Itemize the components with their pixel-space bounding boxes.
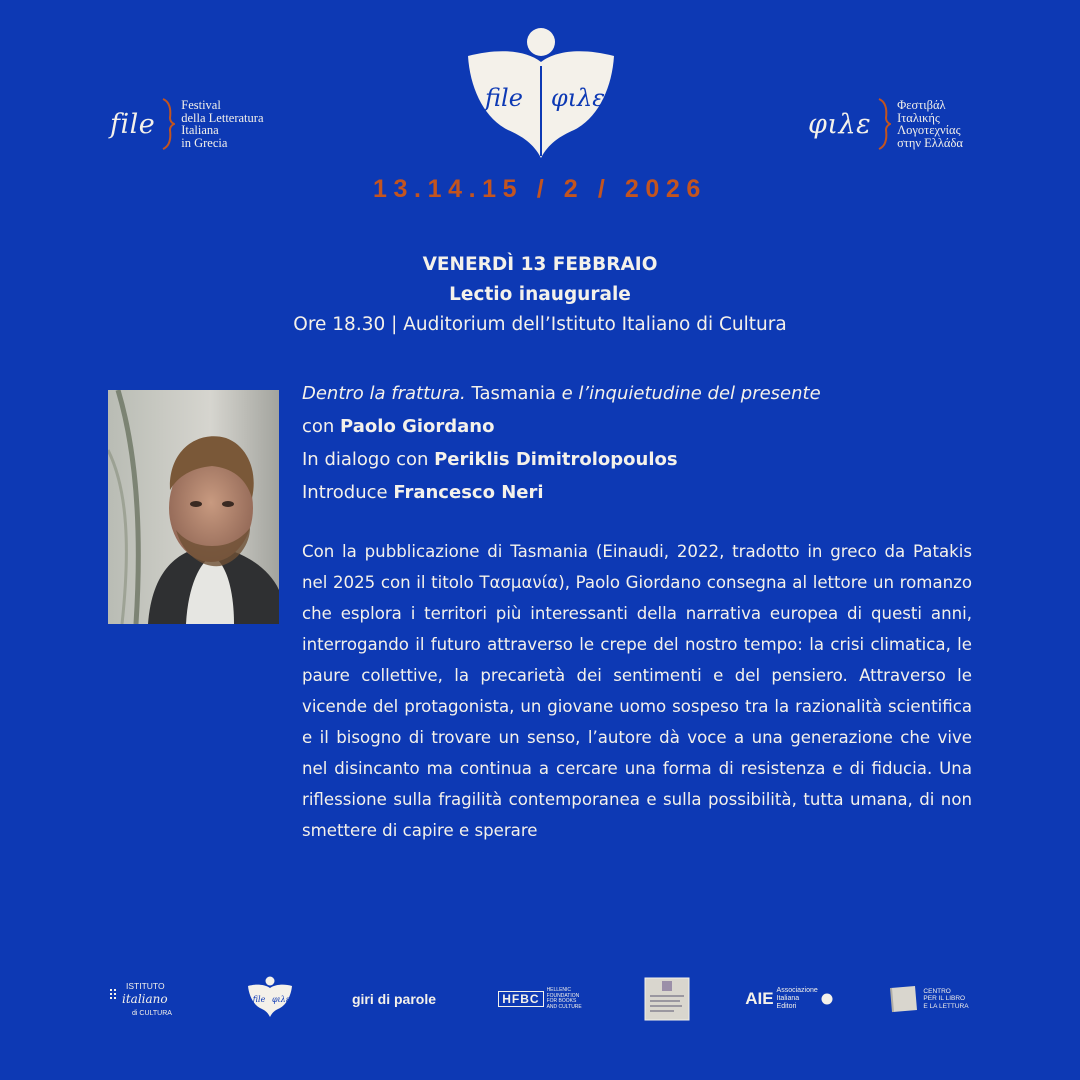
title-book: Tasmania [465,383,562,404]
orange-brace-icon [877,98,891,150]
small-file-greek: φιλε [271,995,291,1004]
hfbc-acronym: HFBC [498,991,543,1007]
hfbc-line: FOUNDATION [546,992,580,999]
logo-line: Ιταλικής [897,110,940,125]
sponsor-iic-logo [108,975,190,1023]
description-part-2: ), Paolo Giordano consegna al lettore un romanzo che esplora i territori più interessanti della narrativa europea di questi anni, interrogando il futuro attraverso le crepe del nostro tempo: la crisi climatica, le paure collettive, la precarietà dei sentimenti e del pensiero. Attraverso le vicende del protagonista, un giovane uomo sospeso tra la razionalità scientifica e il bisogno di trovare un senso, l’autore dà voce a una generazione che vive nel disincanto ma continua a cercare una forma di resistenza e di fiducia. Una riflessione sulla fragilità contemporanea e sulla possibilità, tutta umana, di non smettere di capire e sperare [302,573,972,840]
aie-line: Editori [776,1003,797,1010]
intro-line [302,483,544,503]
logo-line: Italiana [181,123,219,137]
festival-logo-greek [808,98,963,150]
center-logo-latin: file [485,84,523,112]
sponsor-hfbc-logo [496,975,584,1023]
cepell-line: E LA LETTURA [923,1002,969,1010]
festival-logo-italian [110,98,264,150]
file-wordmark: file [110,108,156,140]
logo-line: στην Ελλάδα [897,135,963,150]
iic-line-2: italiano [122,992,168,1006]
phile-wordmark: φιλε [808,108,872,140]
iic-line-1: ISTITUTO [126,981,165,991]
hfbc-line: HELLENIC [546,987,572,993]
event-time-place: Ore 18.30 | Auditorium dell’Istituto Italiano di Cultura [293,314,787,335]
event-description [302,536,972,846]
speaker-label: con [302,416,341,437]
orange-brace-icon [161,98,175,150]
dialog-line [302,450,678,470]
sponsor-ministry-seal [644,975,690,1023]
logo-line: Λογοτεχνίας [897,123,961,137]
giri-di-parole-text: giri di parole [351,991,436,1007]
cepell-book-icon [889,984,919,1014]
description-part-1: Con la pubblicazione di Tasmania (Einaudi, 2022, tradotto in greco da Patakis nel 2025 con il titolo [302,542,972,592]
file-book-logo [462,26,618,160]
festival-dates: 13.14.15 / 2 / 2026 [373,175,707,203]
dialog-name: Periklis Dimitrolopoulos [434,449,678,470]
festival-name-italian [181,99,263,149]
author-photo [108,390,279,624]
festival-name-greek [897,99,963,149]
iic-line-3: di CULTURA [132,1010,172,1017]
hfbc-line: FOR BOOKS [546,998,577,1004]
logo-line: Φεστιβάλ [897,98,946,112]
event-day: VENERDÌ 13 FEBBRAIO [422,254,658,275]
dialog-label: In dialogo con [302,449,435,470]
aie-badge-icon [821,993,833,1005]
aie-line: Italiana [776,995,800,1002]
center-logo-greek: φιλε [550,84,606,112]
lecture-title [302,384,821,404]
speaker-name: Paolo Giordano [340,416,495,437]
sponsor-giri-di-parole [346,975,442,1023]
small-file-latin: file [252,995,266,1004]
cepell-line: PER IL LIBRO [923,995,966,1003]
speaker-line [302,417,494,437]
logo-line: Festival [181,98,221,112]
sponsor-file-logo [246,975,294,1023]
intro-name: Francesco Neri [393,482,544,503]
logo-line: della Letteratura [181,110,264,125]
sponsor-cepell-logo [886,975,972,1023]
event-type: Lectio inaugurale [449,284,631,305]
title-italic-1: Dentro la frattura. [302,383,466,404]
cepell-line: CENTRO [923,987,951,995]
hfbc-line: AND CULTURE [546,1003,582,1010]
title-italic-2: e l’inquietudine del presente [561,383,821,404]
description-greek-title: Τασμανία [479,573,559,592]
aie-acronym: AIE [745,989,774,1008]
logo-line: in Grecia [181,135,228,150]
aie-line: Associazione [776,987,818,994]
intro-label: Introduce [302,482,394,503]
sponsor-aie-logo [745,975,828,1023]
